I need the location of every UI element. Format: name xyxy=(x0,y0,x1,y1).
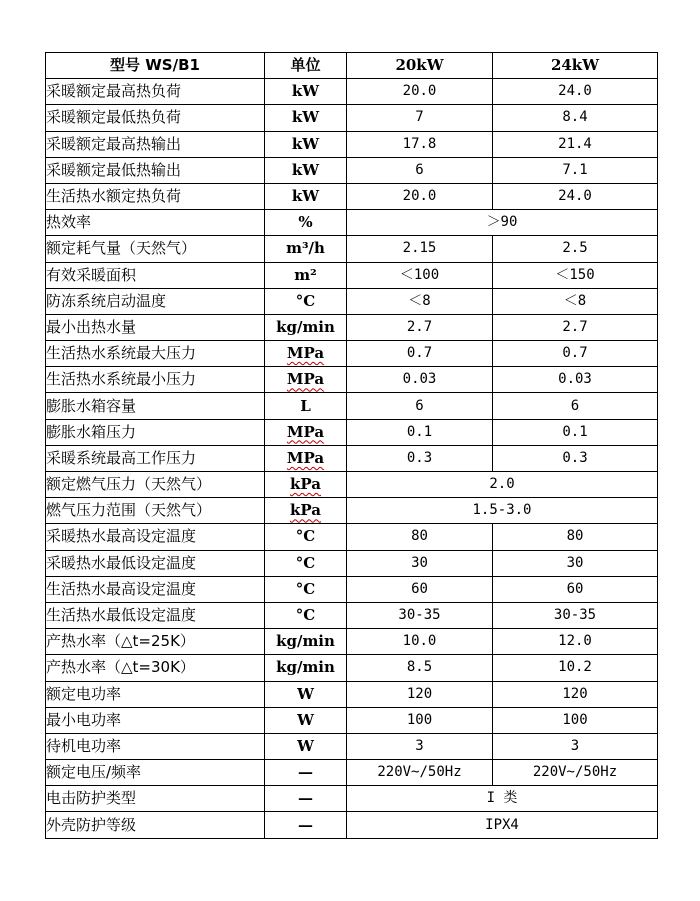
table-row xyxy=(46,498,658,524)
value-20kw: 0.03 xyxy=(347,367,493,393)
param-unit xyxy=(265,393,347,419)
param-unit xyxy=(265,183,347,209)
param-unit-text: kW xyxy=(291,160,320,179)
param-unit-text: % xyxy=(298,213,313,232)
param-name: 采暖额定最低热负荷 xyxy=(46,105,265,131)
value-24kw: 6 xyxy=(493,393,658,419)
value-20kw: 6 xyxy=(347,157,493,183)
value-20kw: 8.5 xyxy=(347,655,493,681)
param-name: 最小电功率 xyxy=(46,707,265,733)
param-name: 采暖额定最高热输出 xyxy=(46,131,265,157)
param-unit xyxy=(265,786,347,812)
param-unit-text: °C xyxy=(295,579,316,598)
param-unit-text: MPa xyxy=(286,370,325,389)
value-20kw: 7 xyxy=(347,105,493,131)
value-20kw: 220V~/50Hz xyxy=(347,760,493,786)
param-name: 热效率 xyxy=(46,210,265,236)
param-unit xyxy=(265,812,347,838)
param-unit-text: — xyxy=(298,815,313,834)
value-24kw: 2.7 xyxy=(493,314,658,340)
param-unit-text: MPa xyxy=(286,448,325,467)
param-name: 待机电功率 xyxy=(46,733,265,759)
param-unit-text: MPa xyxy=(286,344,325,363)
param-name: 产热水率（△t=25K） xyxy=(46,629,265,655)
param-name: 有效采暖面积 xyxy=(46,262,265,288)
value-20kw: 6 xyxy=(347,393,493,419)
value-24kw: 0.1 xyxy=(493,419,658,445)
table-row xyxy=(46,629,658,655)
param-unit-text: kPa xyxy=(290,501,321,520)
param-unit-text: °C xyxy=(295,553,316,572)
param-unit xyxy=(265,367,347,393)
table-row xyxy=(46,681,658,707)
param-unit-text: kW xyxy=(291,134,320,153)
param-unit xyxy=(265,314,347,340)
value-20kw: 30-35 xyxy=(347,602,493,628)
table-row xyxy=(46,131,658,157)
param-unit xyxy=(265,419,347,445)
table-row xyxy=(46,157,658,183)
value-24kw: 3 xyxy=(493,733,658,759)
value-24kw: 21.4 xyxy=(493,131,658,157)
param-unit xyxy=(265,629,347,655)
param-unit-text: kPa xyxy=(290,475,321,494)
header-20kw: 20kW xyxy=(347,53,493,79)
param-unit-text: °C xyxy=(295,606,316,625)
param-unit xyxy=(265,288,347,314)
param-name: 防冻系统启动温度 xyxy=(46,288,265,314)
param-unit xyxy=(265,105,347,131)
value-24kw: 0.03 xyxy=(493,367,658,393)
table-row xyxy=(46,602,658,628)
value-24kw: 24.0 xyxy=(493,183,658,209)
table-row xyxy=(46,472,658,498)
value-20kw: ＜8 xyxy=(347,288,493,314)
value-24kw: 220V~/50Hz xyxy=(493,760,658,786)
param-unit-text: kW xyxy=(291,108,320,127)
header-24kw: 24kW xyxy=(493,53,658,79)
param-unit-text: m² xyxy=(294,265,317,284)
param-name: 外壳防护等级 xyxy=(46,812,265,838)
value-20kw: 100 xyxy=(347,707,493,733)
param-unit xyxy=(265,445,347,471)
value-24kw: 12.0 xyxy=(493,629,658,655)
param-unit-text: kW xyxy=(291,82,320,101)
param-unit-text: — xyxy=(298,789,313,808)
param-unit xyxy=(265,550,347,576)
value-20kw: 0.1 xyxy=(347,419,493,445)
value-20kw: 0.3 xyxy=(347,445,493,471)
param-unit xyxy=(265,760,347,786)
param-name: 采暖热水最高设定温度 xyxy=(46,524,265,550)
table-row xyxy=(46,445,658,471)
value-both-models: I 类 xyxy=(347,786,658,812)
value-both-models: 2.0 xyxy=(347,472,658,498)
param-name: 生活热水最低设定温度 xyxy=(46,602,265,628)
value-20kw: 80 xyxy=(347,524,493,550)
param-unit-text: W xyxy=(297,710,314,729)
value-20kw: ＜100 xyxy=(347,262,493,288)
value-both-models: ＞90 xyxy=(347,210,658,236)
table-row xyxy=(46,262,658,288)
table-row xyxy=(46,105,658,131)
param-unit xyxy=(265,341,347,367)
param-name: 额定电功率 xyxy=(46,681,265,707)
value-24kw: 8.4 xyxy=(493,105,658,131)
param-name: 生活热水系统最大压力 xyxy=(46,341,265,367)
value-both-models: IPX4 xyxy=(347,812,658,838)
table-row xyxy=(46,79,658,105)
param-unit xyxy=(265,733,347,759)
value-24kw: 0.3 xyxy=(493,445,658,471)
value-20kw: 60 xyxy=(347,576,493,602)
param-unit-text: kg/min xyxy=(276,632,335,651)
spec-table-body xyxy=(46,79,658,838)
table-row xyxy=(46,288,658,314)
table-row xyxy=(46,393,658,419)
table-header-row xyxy=(46,53,658,79)
param-unit-text: L xyxy=(300,396,311,415)
param-name: 额定燃气压力（天然气） xyxy=(46,472,265,498)
value-20kw: 30 xyxy=(347,550,493,576)
param-name: 膨胀水箱容量 xyxy=(46,393,265,419)
param-name: 采暖热水最低设定温度 xyxy=(46,550,265,576)
param-name: 额定耗气量（天然气） xyxy=(46,236,265,262)
value-20kw: 20.0 xyxy=(347,183,493,209)
table-row xyxy=(46,576,658,602)
param-unit xyxy=(265,79,347,105)
param-name: 电击防护类型 xyxy=(46,786,265,812)
param-unit xyxy=(265,157,347,183)
value-20kw: 2.7 xyxy=(347,314,493,340)
table-row xyxy=(46,550,658,576)
value-24kw: 80 xyxy=(493,524,658,550)
table-row xyxy=(46,341,658,367)
param-unit xyxy=(265,472,347,498)
value-24kw: 0.7 xyxy=(493,341,658,367)
param-unit-text: kW xyxy=(291,187,320,206)
param-unit xyxy=(265,524,347,550)
table-row xyxy=(46,786,658,812)
value-20kw: 17.8 xyxy=(347,131,493,157)
table-row xyxy=(46,733,658,759)
param-name: 采暖系统最高工作压力 xyxy=(46,445,265,471)
spec-table xyxy=(45,52,658,839)
param-name: 膨胀水箱压力 xyxy=(46,419,265,445)
param-unit xyxy=(265,707,347,733)
table-row xyxy=(46,760,658,786)
param-unit-text: W xyxy=(297,736,314,755)
param-unit-text: m³/h xyxy=(286,239,325,258)
value-24kw: 120 xyxy=(493,681,658,707)
header-model: 型号 WS/B1 xyxy=(46,53,265,79)
value-24kw: 7.1 xyxy=(493,157,658,183)
param-name: 额定电压/频率 xyxy=(46,760,265,786)
value-24kw: 2.5 xyxy=(493,236,658,262)
param-unit-text: kg/min xyxy=(276,317,335,336)
table-row xyxy=(46,655,658,681)
table-row xyxy=(46,367,658,393)
param-unit-text: kg/min xyxy=(276,658,335,677)
param-unit-text: — xyxy=(298,763,313,782)
value-24kw: 30-35 xyxy=(493,602,658,628)
param-unit xyxy=(265,681,347,707)
param-unit-text: °C xyxy=(295,527,316,546)
table-row xyxy=(46,183,658,209)
param-unit xyxy=(265,498,347,524)
param-unit-text: W xyxy=(297,684,314,703)
table-row xyxy=(46,812,658,838)
param-unit xyxy=(265,131,347,157)
value-20kw: 3 xyxy=(347,733,493,759)
param-name: 燃气压力范围（天然气） xyxy=(46,498,265,524)
value-20kw: 2.15 xyxy=(347,236,493,262)
param-unit-text: MPa xyxy=(286,422,325,441)
value-24kw: 100 xyxy=(493,707,658,733)
param-name: 产热水率（△t=30K） xyxy=(46,655,265,681)
value-both-models: 1.5-3.0 xyxy=(347,498,658,524)
value-20kw: 120 xyxy=(347,681,493,707)
header-unit: 单位 xyxy=(265,53,347,79)
value-24kw: 60 xyxy=(493,576,658,602)
value-24kw: 30 xyxy=(493,550,658,576)
param-unit-text: °C xyxy=(295,291,316,310)
param-name: 采暖额定最高热负荷 xyxy=(46,79,265,105)
table-row xyxy=(46,210,658,236)
param-unit xyxy=(265,236,347,262)
value-24kw: ＜150 xyxy=(493,262,658,288)
table-row xyxy=(46,314,658,340)
param-name: 生活热水最高设定温度 xyxy=(46,576,265,602)
spec-table-container xyxy=(45,52,657,839)
param-unit xyxy=(265,576,347,602)
table-row xyxy=(46,524,658,550)
value-24kw: 24.0 xyxy=(493,79,658,105)
table-row xyxy=(46,707,658,733)
param-unit xyxy=(265,210,347,236)
param-unit xyxy=(265,655,347,681)
table-row xyxy=(46,419,658,445)
value-24kw: ＜8 xyxy=(493,288,658,314)
param-name: 最小出热水量 xyxy=(46,314,265,340)
table-row xyxy=(46,236,658,262)
value-20kw: 10.0 xyxy=(347,629,493,655)
value-20kw: 20.0 xyxy=(347,79,493,105)
value-20kw: 0.7 xyxy=(347,341,493,367)
param-unit xyxy=(265,602,347,628)
param-unit xyxy=(265,262,347,288)
value-24kw: 10.2 xyxy=(493,655,658,681)
param-name: 生活热水系统最小压力 xyxy=(46,367,265,393)
param-name: 采暖额定最低热输出 xyxy=(46,157,265,183)
param-name: 生活热水额定热负荷 xyxy=(46,183,265,209)
